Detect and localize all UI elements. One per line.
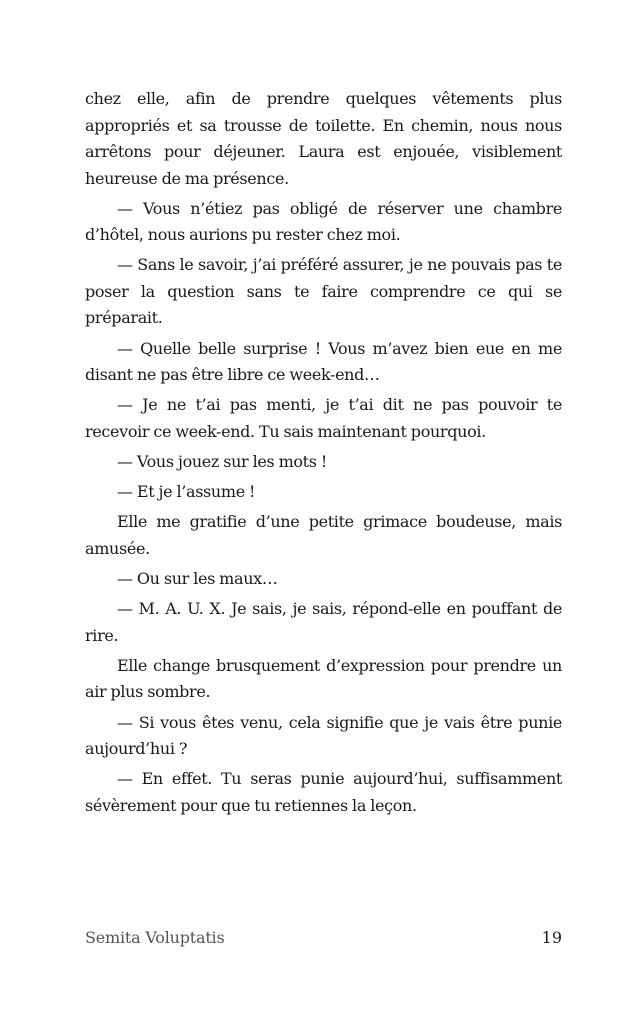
dialogue-paragraph: — Vous n’étiez pas obligé de réserver une chambre d’hôtel, nous aurions pu rester chez moi. <box>85 198 562 245</box>
dialogue-paragraph: — En effet. Tu seras punie aujourd’hui, suffisamment sévèrement pour que tu retiennes la leçon. <box>85 769 562 815</box>
dialogue-paragraph: — Vous jouez sur les mots ! <box>117 451 327 471</box>
dialogue-paragraph: — Et je l’assume ! <box>117 482 256 502</box>
dialogue-paragraph: — Quelle belle surprise ! Vous m’avez bien eue en me disant ne pas être libre ce week-end… <box>85 338 562 385</box>
paragraph: Elle me gratifie d’une petite grimace boudeuse, mais amusée. <box>85 512 562 558</box>
dialogue-paragraph: — Ou sur les maux… <box>117 569 278 588</box>
dialogue-paragraph: — Sans le savoir, j’ai préféré assurer, je ne pouvais pas te poser la question sans te faire comprendre ce qui se préparait. <box>85 255 562 328</box>
page-footer <box>85 928 562 952</box>
running-footer-title: Semita Voluptatis <box>85 928 225 947</box>
dialogue-paragraph: — Je ne t’ai pas menti, je t’ai dit ne pas pouvoir te recevoir ce week-end. Tu sais maintenant pourquoi. <box>85 395 562 441</box>
page-number: 19 <box>541 928 562 947</box>
page-body <box>85 86 562 823</box>
paragraph: Elle change brusquement d’expression pour prendre un air plus sombre. <box>85 655 562 702</box>
paragraph: chez elle, afin de prendre quelques vêtements plus appropriés et sa trousse de toilette. En chemin, nous nous arrêtons pour déjeuner. Laura est enjouée, visiblement heureuse de ma présence. <box>85 89 562 188</box>
dialogue-paragraph: — Si vous êtes venu, cela signifie que je vais être punie aujourd’hui ? <box>85 712 562 759</box>
dialogue-paragraph: — M. A. U. X. Je sais, je sais, répond-elle en pouffant de rire. <box>85 599 562 645</box>
